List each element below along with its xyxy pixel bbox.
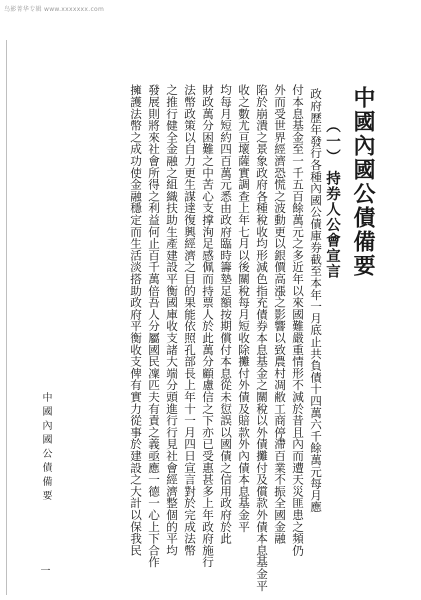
- paragraph-line: 財政萬分困難之中苦心支撑洵足感佩而持票人於此萬分顧慮信之下亦已受惠甚多上年政府施行: [201, 84, 215, 568]
- section-heading: （一） 持券人公會宣言: [324, 118, 341, 280]
- paragraph-line: 之推行健全金融之組織扶助生產建設平衡國庫收支諸大端分頭進行行見社會經濟整個的平均: [165, 84, 179, 556]
- paragraph-line: 收之數尤亘壞薩實調查上年七月以後關稅每月短收除攤付外債及賠款外內債本息基金平: [237, 84, 251, 533]
- paragraph-line: 擁護法幣之成功使金融穩定而生活淡搭助政府平衡收支俾有實力從事於建設之大計以保我民: [129, 84, 143, 556]
- page-number: 一: [38, 565, 49, 575]
- watermark: 鸟影菁华专辑 www.xxxxxxx.com: [4, 6, 105, 13]
- document-title: 中國內國公債備要: [350, 86, 376, 278]
- paragraph-line: 外而受世界經濟恐慌之波動更以銀價高漲之影響以致農村凋敝工商停滯百業不振全國金融: [273, 84, 287, 545]
- running-head: 中國內國公債備要: [40, 392, 51, 504]
- paragraph-line: 發展則將來社會所得之利益何止百千萬倍吾人分屬國民凜匹夫有責之義亟應一德一心上下合作: [147, 84, 161, 568]
- page-border-line: [6, 40, 7, 595]
- paragraph-line: 陷於崩潰之景象政府各種稅收均形減色指充債券本息基金之關稅以外債攤付及償款外債本息基金平: [255, 84, 269, 592]
- paragraph-line: 付本息基金至一千五百餘萬元之多近年以來國難嚴重情形不減於昔且內而遭天災匪患之頻仍: [291, 84, 305, 556]
- paragraph-line: 政府歷年發行各種內國公債庫券截至本年一月底止共負債十四萬六千餘萬元每月應: [309, 88, 323, 513]
- paragraph-line: 均每月短約四百萬元悉由政府臨時籌墊足額按期償付本息從未愆誤以國債之信用政府於此: [219, 84, 233, 545]
- paragraph-line: 法幣政策以自力更生謀達復興經濟之目的果能依照孔部長上年十一月四日宣言對於完成法幣: [183, 84, 197, 556]
